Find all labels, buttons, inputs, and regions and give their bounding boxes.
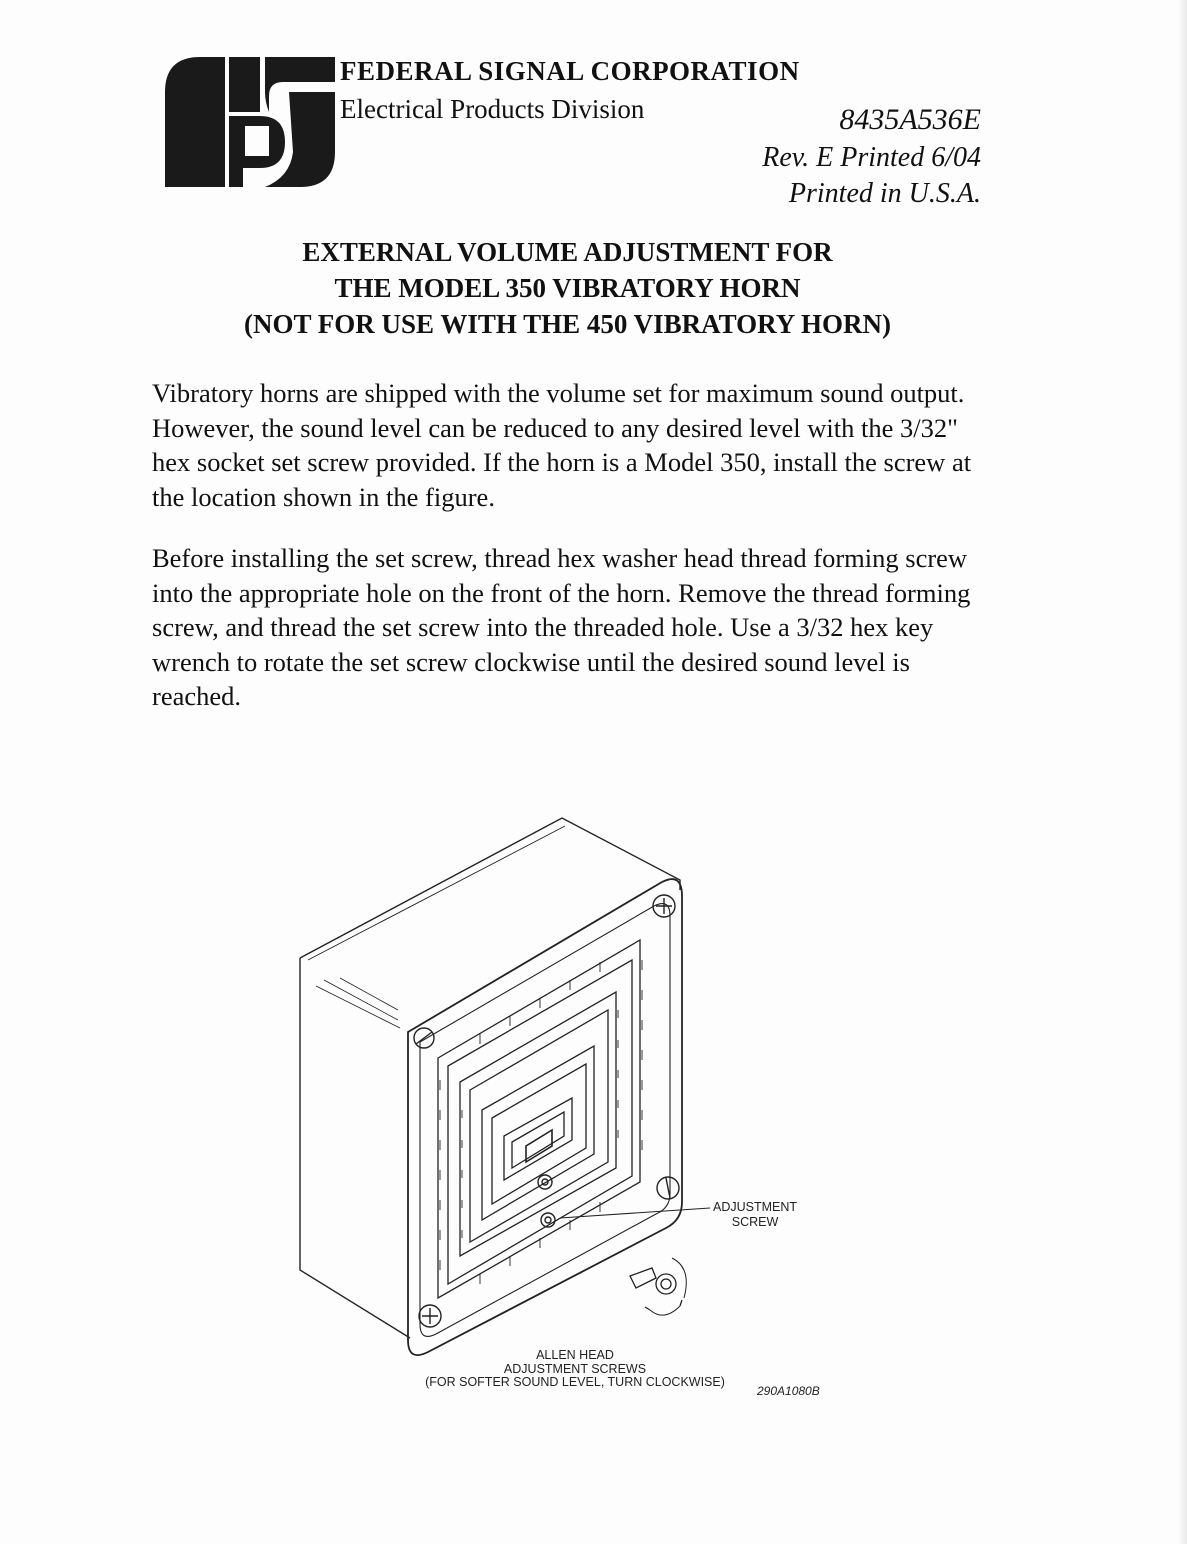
adjustment-label-line-2: SCREW (731, 1215, 779, 1229)
allen-head-label (410, 1349, 740, 1390)
doc-number: 8435A536E (839, 103, 981, 136)
allen-label-line-2: ADJUSTMENT SCREWS (503, 1361, 647, 1376)
corner-screws (414, 895, 679, 1327)
allen-screw-detail (630, 1258, 686, 1315)
adjustment-screw-upper (538, 1175, 552, 1189)
document-title (150, 234, 985, 342)
title-line-1: EXTERNAL VOLUME ADJUSTMENT FOR (302, 237, 833, 267)
document-meta (762, 102, 981, 212)
adjustment-label-line-1: ADJUSTMENT (713, 1200, 798, 1214)
company-name: FEDERAL SIGNAL CORPORATION (340, 56, 800, 86)
allen-label-line-3: (FOR SOFTER SOUND LEVEL, TURN CLOCKWISE) (425, 1375, 725, 1389)
printed-in: Printed in U.S.A. (788, 178, 981, 209)
title-line-3: (NOT FOR USE WITH THE 450 VIBRATORY HORN) (244, 309, 891, 339)
housing-left-edge (300, 958, 410, 1338)
adjustment-screw-label (713, 1200, 797, 1230)
figure-number: 290A1080B (757, 1384, 820, 1398)
division-name: Electrical Products Division (340, 94, 645, 124)
scan-edge (1177, 0, 1187, 1544)
paragraph-2: Before installing the set screw, thread hex washer head thread forming screw into the appropriate hole on the front of the horn. Remove the thread forming screw, and thread the set screw into the threaded hole. Use a 3/32 hex key wrench to rotate the set screw clockwise until the desired sound level is reached. (152, 543, 971, 711)
allen-label-line-1: ALLEN HEAD (536, 1348, 614, 1362)
horn-illustration (280, 810, 840, 1410)
federal-signal-logo (165, 52, 335, 187)
horn-grille (438, 940, 640, 1298)
revision-info: Rev. E Printed 6/04 (762, 142, 981, 173)
adjustment-leader-line (560, 1208, 710, 1218)
housing-top-edge (300, 818, 680, 958)
paragraph-1: Vibratory horns are shipped with the volume set for maximum sound output. However, the sound level can be reduced to any desired level with the 3/32" hex socket set screw provided. If the horn is a Model 350, install the screw at the location shown in the figure. (152, 378, 972, 512)
title-line-2: THE MODEL 350 VIBRATORY HORN (334, 273, 801, 303)
